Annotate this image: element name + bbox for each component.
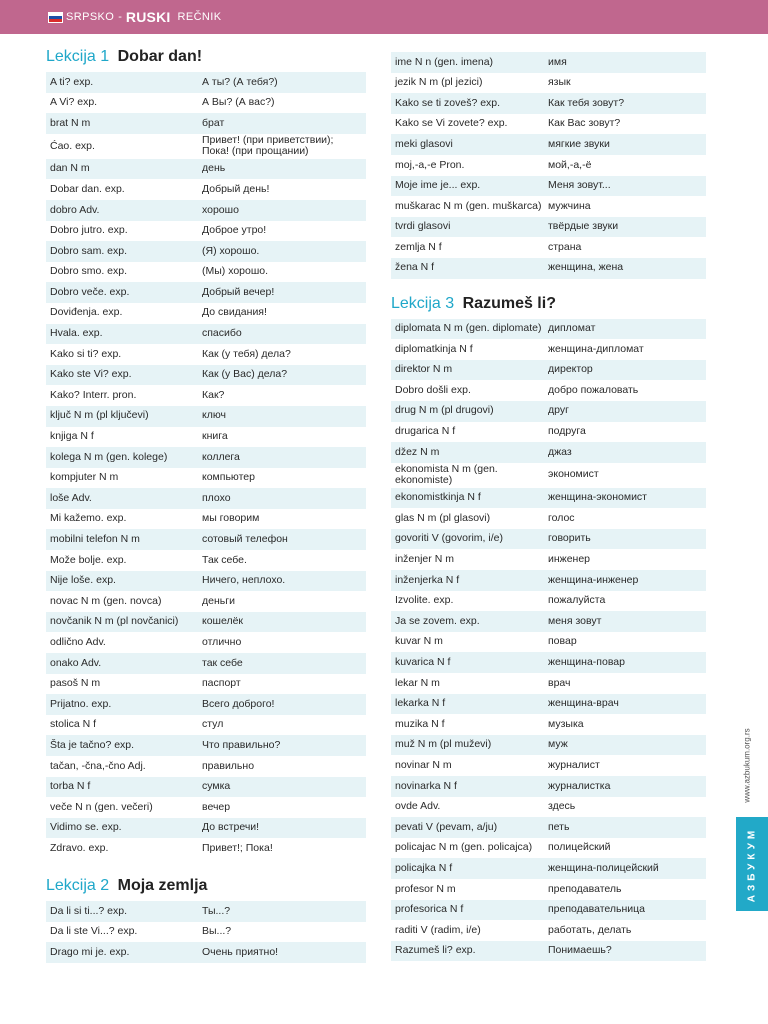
russian-translation: страна bbox=[548, 240, 582, 253]
russian-translation: хорошо bbox=[202, 203, 239, 216]
russian-translation: петь bbox=[548, 820, 570, 833]
vocab-row bbox=[46, 838, 366, 859]
russian-translation: (Мы) хорошо. bbox=[202, 265, 269, 278]
russian-translation: твёрдые звуки bbox=[548, 220, 619, 233]
vocab-row bbox=[46, 612, 366, 633]
serbian-term: muškarac N m (gen. muškarca) bbox=[395, 199, 542, 212]
serbian-term: žena N f bbox=[395, 261, 435, 274]
russian-translation: полицейский bbox=[548, 841, 611, 854]
serbian-term: profesorica N f bbox=[395, 903, 464, 916]
serbian-term: Dobar dan. exp. bbox=[50, 182, 125, 195]
russian-translation: стул bbox=[202, 718, 224, 731]
vocab-row bbox=[46, 365, 366, 386]
lesson-number: Lekcija 1 bbox=[46, 48, 110, 65]
vocab-row bbox=[46, 715, 366, 736]
vocab-row bbox=[391, 73, 706, 94]
serbian-term: ime N n (gen. imena) bbox=[395, 55, 494, 68]
serbian-term: Vidimo se. exp. bbox=[50, 821, 122, 834]
serbian-term: ovde Adv. bbox=[395, 800, 441, 813]
vocab-row bbox=[46, 632, 366, 653]
russian-translation: До встречи! bbox=[202, 821, 260, 834]
vocab-row bbox=[46, 134, 366, 159]
serbian-term: A ti? exp. bbox=[50, 75, 94, 88]
serbian-term: pevati V (pevam, a/ju) bbox=[395, 820, 498, 833]
serbian-term: novčanik N m (pl novčanici) bbox=[50, 615, 179, 628]
russian-translation: дипломат bbox=[548, 322, 596, 335]
vocab-row bbox=[391, 673, 706, 694]
russian-flag-icon bbox=[48, 12, 63, 23]
vocab-row bbox=[391, 858, 706, 879]
serbian-term: tvrdi glasovi bbox=[395, 220, 451, 233]
vocab-row bbox=[391, 360, 706, 381]
russian-translation: мы говорим bbox=[202, 512, 260, 525]
russian-translation: женщина-инженер bbox=[548, 573, 639, 586]
serbian-term: Dobro smo. exp. bbox=[50, 265, 128, 278]
russian-translation: язык bbox=[548, 76, 571, 89]
russian-translation: Добрый день! bbox=[202, 182, 270, 195]
russian-translation: голос bbox=[548, 511, 575, 524]
lesson-2-table-left bbox=[46, 901, 366, 963]
serbian-term: Hvala. exp. bbox=[50, 327, 103, 340]
serbian-term: Izvolite. exp. bbox=[395, 594, 454, 607]
serbian-term: Doviđenja. exp. bbox=[50, 306, 123, 319]
vocab-row bbox=[391, 114, 706, 135]
vocab-row bbox=[391, 52, 706, 73]
lesson-2-title bbox=[46, 871, 366, 901]
vocab-row bbox=[46, 385, 366, 406]
vocab-row bbox=[46, 200, 366, 221]
serbian-term: loše Adv. bbox=[50, 491, 92, 504]
lesson-number: Lekcija 2 bbox=[46, 876, 110, 894]
serbian-term: muž N m (pl muževi) bbox=[395, 738, 492, 751]
vocab-row bbox=[391, 570, 706, 591]
serbian-term: tačan, -čna,-čno Adj. bbox=[50, 759, 146, 772]
russian-translation: директор bbox=[548, 363, 593, 376]
vocab-row bbox=[391, 879, 706, 900]
serbian-term: brat N m bbox=[50, 116, 91, 129]
russian-translation: Как? bbox=[202, 388, 225, 401]
russian-translation: пожалуйста bbox=[548, 594, 606, 607]
russian-translation: сумка bbox=[202, 780, 231, 793]
russian-translation: плохо bbox=[202, 491, 231, 504]
vocab-row bbox=[391, 900, 706, 921]
vocab-row bbox=[46, 674, 366, 695]
russian-translation: Как (у тебя) дела? bbox=[202, 347, 291, 360]
russian-translation: женщина-экономист bbox=[548, 491, 647, 504]
serbian-term: profesor N m bbox=[395, 882, 456, 895]
serbian-term: zemlja N f bbox=[395, 240, 442, 253]
russian-translation: мужчина bbox=[548, 199, 591, 212]
russian-translation: вечер bbox=[202, 800, 231, 813]
lesson-3-title bbox=[391, 289, 706, 319]
serbian-term: Šta je tačno? exp. bbox=[50, 738, 135, 751]
vocab-row bbox=[46, 93, 366, 114]
russian-translation: ключ bbox=[202, 409, 226, 422]
russian-translation: женщина-дипломат bbox=[548, 342, 644, 355]
vocab-row bbox=[46, 735, 366, 756]
serbian-term: Zdravo. exp. bbox=[50, 841, 109, 854]
vocab-row bbox=[46, 468, 366, 489]
brand-text: АЗБУКУМ bbox=[746, 826, 758, 902]
serbian-term: kuvarica N f bbox=[395, 655, 451, 668]
serbian-term: Da li si ti...? exp. bbox=[50, 904, 128, 917]
vocab-row bbox=[46, 818, 366, 839]
serbian-term: Dobro jutro. exp. bbox=[50, 224, 128, 237]
russian-translation: А Вы? (А вас?) bbox=[202, 96, 275, 109]
vocab-row bbox=[391, 488, 706, 509]
russian-translation: Что правильно? bbox=[202, 738, 281, 751]
serbian-term: policajac N m (gen. policajca) bbox=[395, 841, 533, 854]
vocab-row bbox=[46, 344, 366, 365]
russian-translation: Как (у Вас) дела? bbox=[202, 368, 288, 381]
serbian-term: Dobro došli exp. bbox=[395, 383, 471, 396]
vocab-row bbox=[46, 756, 366, 777]
serbian-term: novac N m (gen. novca) bbox=[50, 594, 162, 607]
serbian-term: pasoš N m bbox=[50, 677, 101, 690]
website-url-text: www.azbukum.org.rs bbox=[742, 727, 752, 803]
serbian-term: dan N m bbox=[50, 162, 90, 175]
vocab-row bbox=[46, 591, 366, 612]
serbian-term: Razumeš li? exp. bbox=[395, 944, 476, 957]
vocab-row bbox=[391, 838, 706, 859]
vocab-row bbox=[391, 463, 706, 488]
serbian-term: diplomata N m (gen. diplomate) bbox=[395, 322, 542, 335]
vocab-row bbox=[391, 529, 706, 550]
vocab-row bbox=[391, 176, 706, 197]
serbian-term: ključ N m (pl ključevi) bbox=[50, 409, 149, 422]
vocab-row bbox=[391, 549, 706, 570]
vocab-row bbox=[46, 241, 366, 262]
russian-translation: инженер bbox=[548, 553, 591, 566]
serbian-term: raditi V (radim, i/e) bbox=[395, 923, 481, 936]
lesson-number: Lekcija 3 bbox=[391, 294, 455, 312]
russian-translation: Очень приятно! bbox=[202, 945, 279, 958]
vocab-row bbox=[391, 652, 706, 673]
serbian-term: Prijatno. exp. bbox=[50, 697, 112, 710]
serbian-term: novinar N m bbox=[395, 758, 452, 771]
vocab-row bbox=[391, 401, 706, 422]
russian-translation: (Я) хорошо. bbox=[202, 244, 260, 257]
vocab-row bbox=[46, 901, 366, 922]
russian-translation: добро пожаловать bbox=[548, 383, 639, 396]
serbian-term: knjiga N f bbox=[50, 430, 94, 443]
vocab-row bbox=[391, 196, 706, 217]
serbian-term: Drago mi je. exp. bbox=[50, 945, 130, 958]
russian-translation: Так себе. bbox=[202, 553, 247, 566]
russian-translation: подруга bbox=[548, 425, 586, 438]
serbian-term: kompjuter N m bbox=[50, 471, 119, 484]
vocab-row bbox=[46, 777, 366, 798]
vocab-row bbox=[391, 941, 706, 962]
vocab-row bbox=[391, 797, 706, 818]
serbian-term: novinarka N f bbox=[395, 779, 457, 792]
serbian-term: odlično Adv. bbox=[50, 635, 106, 648]
russian-translation: Доброе утро! bbox=[202, 224, 267, 237]
vocab-row bbox=[391, 155, 706, 176]
vocab-row bbox=[46, 427, 366, 448]
vocab-row bbox=[46, 406, 366, 427]
vocab-row bbox=[391, 694, 706, 715]
russian-translation: друг bbox=[548, 404, 569, 417]
vocab-row bbox=[46, 179, 366, 200]
vocab-row bbox=[391, 134, 706, 155]
russian-translation: повар bbox=[548, 635, 577, 648]
header-title: RUSKI bbox=[125, 9, 171, 25]
website-url bbox=[735, 720, 759, 810]
serbian-term: Dobro sam. exp. bbox=[50, 244, 128, 257]
vocab-row bbox=[46, 72, 366, 93]
russian-translation: экономист bbox=[548, 468, 599, 481]
russian-translation: Добрый вечер! bbox=[202, 285, 275, 298]
serbian-term: policajka N f bbox=[395, 861, 453, 874]
serbian-term: Nije loše. exp. bbox=[50, 574, 116, 587]
serbian-term: drugarica N f bbox=[395, 425, 456, 438]
vocab-row bbox=[46, 303, 366, 324]
vocab-row bbox=[391, 817, 706, 838]
russian-translation: сотовый телефон bbox=[202, 533, 288, 546]
vocab-row bbox=[46, 797, 366, 818]
serbian-term: džez N m bbox=[395, 445, 440, 458]
serbian-term: ekonomistkinja N f bbox=[395, 491, 481, 504]
serbian-term: jezik N m (pl jezici) bbox=[395, 76, 483, 89]
serbian-term: Kako? Interr. pron. bbox=[50, 388, 137, 401]
lesson-1-table bbox=[46, 72, 366, 859]
vocab-row bbox=[46, 550, 366, 571]
serbian-term: Moje ime je... exp. bbox=[395, 179, 481, 192]
russian-translation: говорить bbox=[548, 532, 591, 545]
serbian-term: moj,-a,-e Pron. bbox=[395, 158, 465, 171]
vocab-row bbox=[46, 282, 366, 303]
vocab-row bbox=[391, 442, 706, 463]
lesson-2-table-right bbox=[391, 52, 706, 279]
header-separator: - bbox=[118, 11, 122, 23]
russian-translation: здесь bbox=[548, 800, 576, 813]
serbian-term: mobilni telefon N m bbox=[50, 533, 140, 546]
vocab-row bbox=[391, 258, 706, 279]
vocab-row bbox=[391, 776, 706, 797]
serbian-term: Da li ste Vi...? exp. bbox=[50, 925, 138, 938]
vocab-row bbox=[46, 922, 366, 943]
header-suffix: REČNIK bbox=[177, 11, 222, 23]
vocab-row bbox=[391, 735, 706, 756]
serbian-term: stolica N f bbox=[50, 718, 97, 731]
vocab-row bbox=[391, 591, 706, 612]
brand-tab bbox=[736, 817, 768, 911]
russian-translation: Ты...? bbox=[202, 904, 231, 917]
russian-translation: мой,-а,-ё bbox=[548, 158, 592, 171]
russian-translation: Меня зовут... bbox=[548, 179, 611, 192]
vocab-row bbox=[46, 221, 366, 242]
russian-translation: коллега bbox=[202, 450, 240, 463]
russian-translation: отлично bbox=[202, 635, 242, 648]
serbian-term: A Vi? exp. bbox=[50, 96, 98, 109]
serbian-term: Ja se zovem. exp. bbox=[395, 614, 480, 627]
serbian-term: ekonomista N m (gen. ekonomiste) bbox=[395, 462, 498, 487]
serbian-term: lekar N m bbox=[395, 676, 440, 689]
serbian-term: Kako ste Vi? exp. bbox=[50, 368, 132, 381]
lesson-3-table bbox=[391, 319, 706, 962]
serbian-term: dobro Adv. bbox=[50, 203, 100, 216]
lesson-name: Dobar dan! bbox=[117, 48, 203, 65]
vocab-row bbox=[391, 714, 706, 735]
russian-translation: женщина-врач bbox=[548, 697, 619, 710]
russian-translation: Привет!; Пока! bbox=[202, 841, 273, 854]
russian-translation: работать, делать bbox=[548, 923, 632, 936]
serbian-term: Kako si ti? exp. bbox=[50, 347, 122, 360]
russian-translation: Как тебя зовут? bbox=[548, 96, 625, 109]
russian-translation: музыка bbox=[548, 717, 584, 730]
vocab-row bbox=[391, 755, 706, 776]
vocab-row bbox=[46, 509, 366, 530]
vocab-row bbox=[46, 324, 366, 345]
serbian-term: Mi kažemo. exp. bbox=[50, 512, 127, 525]
vocab-row bbox=[391, 422, 706, 443]
serbian-term: torba N f bbox=[50, 780, 91, 793]
serbian-term: Ćao. exp. bbox=[50, 139, 95, 152]
russian-translation: Привет! (при приветствии); Пока! (при прощании) bbox=[202, 133, 334, 158]
vocab-row bbox=[391, 380, 706, 401]
serbian-term: muzika N f bbox=[395, 717, 445, 730]
russian-translation: джаз bbox=[548, 445, 572, 458]
vocab-row bbox=[391, 632, 706, 653]
lesson-name: Razumeš li? bbox=[462, 294, 556, 312]
russian-translation: так себе bbox=[202, 656, 243, 669]
vocab-row bbox=[391, 237, 706, 258]
russian-translation: брат bbox=[202, 116, 225, 129]
russian-translation: муж bbox=[548, 738, 568, 751]
russian-translation: имя bbox=[548, 55, 567, 68]
serbian-term: diplomatkinja N f bbox=[395, 342, 473, 355]
serbian-term: onako Adv. bbox=[50, 656, 102, 669]
vocab-row bbox=[391, 319, 706, 340]
right-column bbox=[391, 52, 706, 961]
vocab-row bbox=[46, 262, 366, 283]
serbian-term: govoriti V (govorim, i/e) bbox=[395, 532, 503, 545]
serbian-term: Kako se ti zoveš? exp. bbox=[395, 96, 501, 109]
serbian-term: kolega N m (gen. kolege) bbox=[50, 450, 168, 463]
russian-translation: преподаватель bbox=[548, 882, 622, 895]
russian-translation: А ты? (А тебя?) bbox=[202, 75, 278, 88]
vocab-row bbox=[391, 920, 706, 941]
serbian-term: Može bolje. exp. bbox=[50, 553, 127, 566]
serbian-term: Kako se Vi zovete? exp. bbox=[395, 117, 508, 130]
russian-translation: Понимаешь? bbox=[548, 944, 612, 957]
serbian-term: lekarka N f bbox=[395, 697, 446, 710]
vocab-row bbox=[46, 571, 366, 592]
russian-translation: Вы...? bbox=[202, 925, 232, 938]
russian-translation: Ничего, неплохо. bbox=[202, 574, 286, 587]
russian-translation: меня зовут bbox=[548, 614, 602, 627]
vocab-row bbox=[391, 508, 706, 529]
russian-translation: журналистка bbox=[548, 779, 611, 792]
vocab-row bbox=[46, 694, 366, 715]
vocab-row bbox=[46, 942, 366, 963]
vocab-row bbox=[391, 93, 706, 114]
left-column bbox=[46, 42, 366, 963]
russian-translation: женщина-повар bbox=[548, 655, 625, 668]
russian-translation: До свидания! bbox=[202, 306, 267, 319]
vocab-row bbox=[391, 611, 706, 632]
header-bar bbox=[0, 0, 768, 34]
lesson-name: Moja zemlja bbox=[117, 876, 208, 894]
russian-translation: спасибо bbox=[202, 327, 242, 340]
russian-translation: Как Вас зовут? bbox=[548, 117, 621, 130]
russian-translation: паспорт bbox=[202, 677, 241, 690]
russian-translation: женщина, жена bbox=[548, 261, 624, 274]
lesson-1-title bbox=[46, 42, 366, 72]
russian-translation: Всего доброго! bbox=[202, 697, 275, 710]
russian-translation: врач bbox=[548, 676, 571, 689]
serbian-term: inženjerka N f bbox=[395, 573, 460, 586]
serbian-term: drug N m (pl drugovi) bbox=[395, 404, 494, 417]
vocab-row bbox=[46, 653, 366, 674]
serbian-term: direktor N m bbox=[395, 363, 453, 376]
vocab-row bbox=[46, 159, 366, 180]
russian-translation: книга bbox=[202, 430, 228, 443]
header-prefix: SRPSKO bbox=[66, 11, 115, 23]
serbian-term: kuvar N m bbox=[395, 635, 443, 648]
serbian-term: Dobro veče. exp. bbox=[50, 285, 130, 298]
serbian-term: meki glasovi bbox=[395, 137, 453, 150]
vocab-row bbox=[46, 488, 366, 509]
russian-translation: мягкие звуки bbox=[548, 137, 610, 150]
russian-translation: преподавательница bbox=[548, 903, 645, 916]
russian-translation: правильно bbox=[202, 759, 255, 772]
vocab-row bbox=[46, 529, 366, 550]
serbian-term: glas N m (pl glasovi) bbox=[395, 511, 491, 524]
vocab-row bbox=[46, 113, 366, 134]
russian-translation: деньги bbox=[202, 594, 235, 607]
vocab-row bbox=[391, 339, 706, 360]
vocab-row bbox=[391, 217, 706, 238]
russian-translation: день bbox=[202, 162, 226, 175]
russian-translation: женщина-полицейский bbox=[548, 861, 659, 874]
vocab-row bbox=[46, 447, 366, 468]
serbian-term: veče N n (gen. večeri) bbox=[50, 800, 153, 813]
russian-translation: кошелёк bbox=[202, 615, 244, 628]
russian-translation: компьютер bbox=[202, 471, 255, 484]
russian-translation: журналист bbox=[548, 758, 600, 771]
serbian-term: inženjer N m bbox=[395, 553, 454, 566]
